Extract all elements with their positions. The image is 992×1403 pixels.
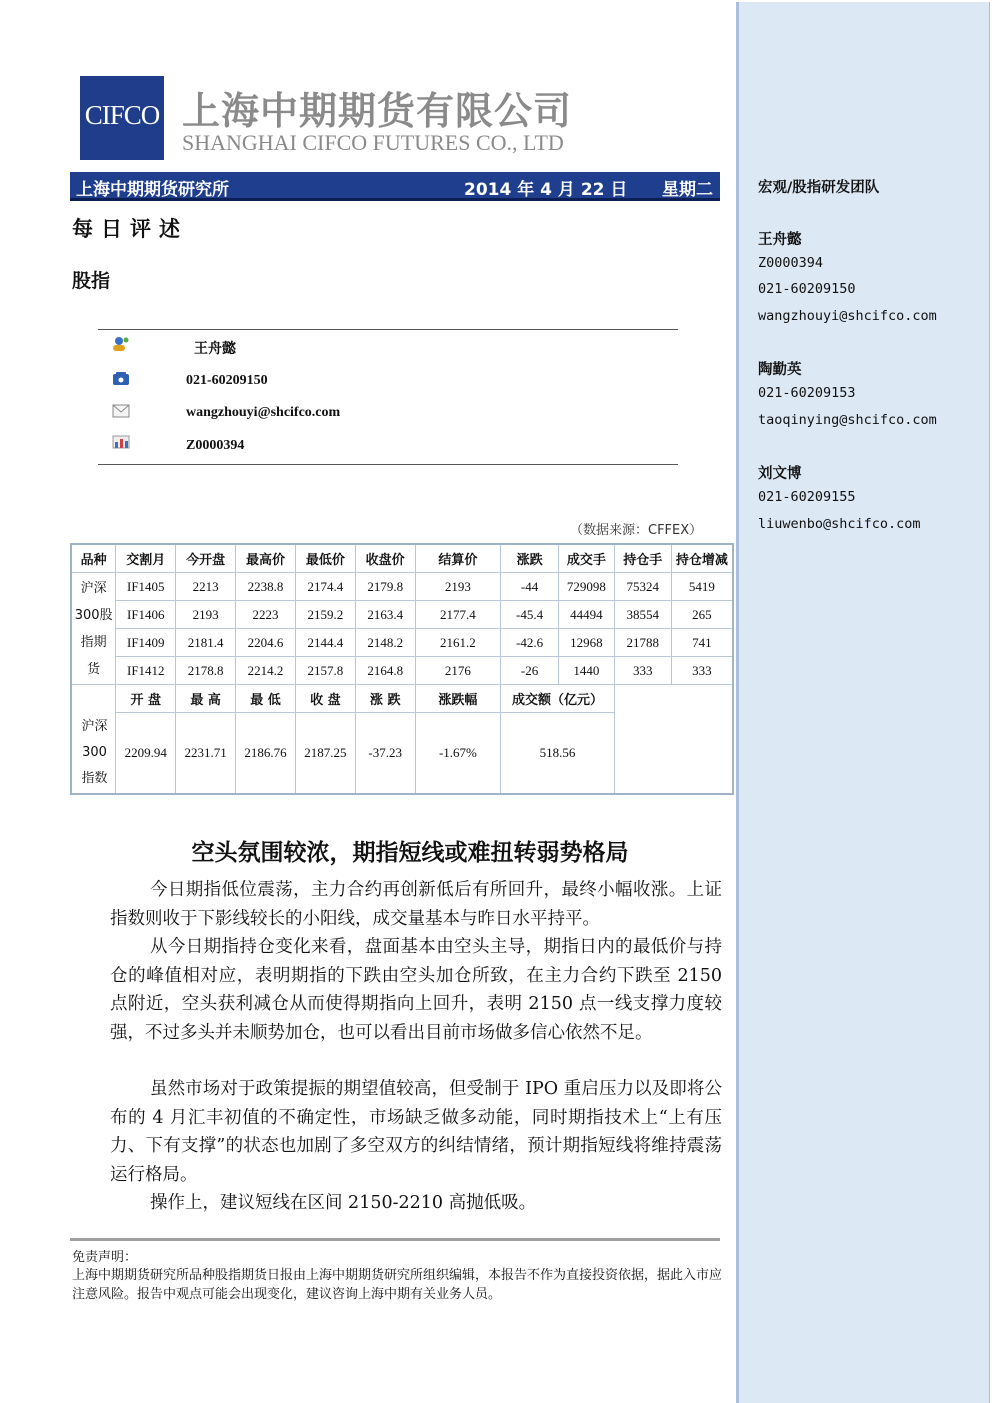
table-cell: 2223 (236, 601, 296, 629)
table-header-cell: 品种 (71, 544, 116, 573)
empty-cell (614, 685, 733, 795)
index-header-cell: 开 盘 (116, 685, 176, 713)
sidebar-member-phone: 021-60209150 (758, 281, 856, 297)
table-cell: 2174.4 (295, 573, 355, 601)
table-row (71, 657, 733, 685)
table-cell: -1.67% (415, 713, 501, 795)
category-label-line: 货 (87, 661, 101, 677)
table-cell: 2161.2 (415, 629, 501, 657)
table-cell: IF1405 (116, 573, 176, 601)
sidebar-member-email[interactable]: taoqinying@shcifco.com (758, 412, 937, 428)
article-title: 空头氛围较浓，期指短线或难扭转弱势格局 (191, 840, 629, 866)
mail-icon (112, 403, 130, 417)
table-cell: 1440 (558, 657, 614, 685)
table-header-cell: 结算价 (415, 544, 501, 573)
index-header-cell: 收 盘 (295, 685, 355, 713)
sidebar-member-email[interactable]: liuwenbo@shcifco.com (758, 516, 921, 532)
contact-phone: 021-60209150 (186, 373, 268, 388)
sidebar-member-email[interactable]: wangzhouyi@shcifco.com (758, 308, 937, 324)
sidebar-member-phone: 021-60209153 (758, 385, 856, 401)
index-label-line: 300 (82, 745, 107, 760)
table-cell: 2186.76 (236, 713, 296, 795)
table-cell: 729098 (558, 573, 614, 601)
sidebar-member-name: 王舟懿 (758, 232, 802, 248)
table-cell: 2179.8 (355, 573, 415, 601)
index-header-cell: 涨跌幅 (415, 685, 501, 713)
table-cell: -45.4 (501, 601, 559, 629)
table-cell: 2176 (415, 657, 501, 685)
index-label-line: 沪深 (81, 719, 108, 734)
report-weekday: 星期二 (662, 180, 713, 200)
phone-icon (112, 371, 130, 385)
article-paragraph: 虽然市场对于政策提振的期望值较高，但受制于 IPO 重启压力以及即将公布的 4 月汇丰初值的不确定性，市场缺乏做多动能，同时期指技术上“上有压力、下有支撑”的状态也加剧了多空双方的纠结情绪，预计期指短线将维持震荡运行格局。 (110, 1079, 722, 1185)
person-icon (112, 336, 130, 350)
table-cell: IF1412 (116, 657, 176, 685)
table-header-cell: 持仓增减 (671, 544, 733, 573)
table-cell: 333 (614, 657, 671, 685)
report-header-bar (70, 172, 720, 201)
table-cell: 2193 (415, 573, 501, 601)
table-cell: 38554 (614, 601, 671, 629)
table-cell: -44 (501, 573, 559, 601)
sidebar-member-phone: 021-60209155 (758, 489, 856, 505)
table-cell: 12968 (558, 629, 614, 657)
table-cell: 2177.4 (415, 601, 501, 629)
company-name-cn: 上海中期期货有限公司 (182, 89, 573, 133)
index-label-line: 指数 (81, 771, 108, 786)
table-header-cell: 最高价 (236, 544, 296, 573)
table-cell: -37.23 (355, 713, 415, 795)
table-header-cell: 今开盘 (176, 544, 236, 573)
table-row (71, 601, 733, 629)
table-header-row (71, 544, 733, 573)
category-cell (71, 573, 116, 685)
sub-title: 股指 (72, 270, 111, 292)
data-source-note: （数据来源：CFFEX） (570, 523, 703, 538)
sidebar-panel (736, 2, 990, 1403)
index-label (72, 714, 117, 792)
article-paragraph: 今日期指低位震荡，主力合约再创新低后有所回升，最终小幅收涨。上证指数则收于下影线较长的小阳线，成交量基本与昨日水平持平。 (110, 880, 722, 929)
sidebar-member-license: Z0000394 (758, 255, 824, 271)
chart-icon (112, 434, 130, 448)
table-cell: 2238.8 (236, 573, 296, 601)
table-header-cell: 持仓手 (614, 544, 671, 573)
report-date: 2014 年 4 月 22 日 (464, 180, 628, 200)
section-title: 每日评述 (72, 217, 188, 241)
company-name-en: SHANGHAI CIFCO FUTURES CO., LTD (182, 130, 564, 155)
table-cell: IF1409 (116, 629, 176, 657)
contact-name: 王舟懿 (194, 342, 236, 357)
disclaimer-title: 免责声明： (72, 1250, 138, 1265)
contact-email[interactable]: wangzhouyi@shcifco.com (186, 405, 341, 420)
category-label-line: 300股 (74, 607, 113, 623)
table-cell: 2159.2 (295, 601, 355, 629)
table-cell: 265 (671, 601, 733, 629)
table-header-cell: 最低价 (295, 544, 355, 573)
table-header-cell: 收盘价 (355, 544, 415, 573)
article-paragraph: 从今日期指持仓变化来看，盘面基本由空头主导，期指日内的最低价与持仓的峰值相对应，表明期指的下跌由空头加仓所致，在主力合约下跌至 2150 点附近，空头获利减仓从而使得期指向上回升，表明 2150 点一线支撑力度较强，不过多头并未顺势加仓，也可以看出目前市场做多信心依然不足。 (110, 937, 722, 1043)
table-cell: 2204.6 (236, 629, 296, 657)
table-cell: 2157.8 (295, 657, 355, 685)
index-header-cell: 成交额（亿元） (501, 685, 615, 713)
company-logo (80, 76, 164, 160)
table-cell: 75324 (614, 573, 671, 601)
footer-divider (70, 1238, 720, 1241)
institute-name: 上海中期期货研究所 (76, 180, 229, 200)
index-header-cell: 最 低 (236, 685, 296, 713)
sidebar-member-name: 陶勤英 (758, 362, 802, 378)
sidebar-member-name: 刘文博 (758, 466, 802, 482)
table-cell: 5419 (671, 573, 733, 601)
contact-license: Z0000394 (186, 438, 245, 453)
table-cell: 2148.2 (355, 629, 415, 657)
table-cell: 2193 (176, 601, 236, 629)
table-cell: 2187.25 (295, 713, 355, 795)
table-cell: 2164.8 (355, 657, 415, 685)
sidebar-team: 宏观/股指研发团队 (758, 180, 880, 196)
table-cell: 333 (671, 657, 733, 685)
table-cell: 2163.4 (355, 601, 415, 629)
table-header-cell: 交割月 (116, 544, 176, 573)
table-header-cell: 成交手 (558, 544, 614, 573)
logo-text: CIFCO (84, 100, 160, 130)
table-cell: 2178.8 (176, 657, 236, 685)
table-cell: 2144.4 (295, 629, 355, 657)
article-paragraph: 操作上，建议短线在区间 2150-2210 高抛低吸。 (150, 1193, 537, 1213)
index-header-cell: 涨 跌 (355, 685, 415, 713)
table-cell: IF1406 (116, 601, 176, 629)
analyst-contact-box (98, 329, 678, 465)
table-cell: 2209.94 (116, 713, 176, 795)
table-header-cell: 涨跌 (501, 544, 559, 573)
table-row (71, 573, 733, 601)
table-cell: -42.6 (501, 629, 559, 657)
table-cell: -26 (501, 657, 559, 685)
table-cell: 21788 (614, 629, 671, 657)
table-cell: 741 (671, 629, 733, 657)
table-row (71, 629, 733, 657)
table-cell: 2213 (176, 573, 236, 601)
category-label-line: 指期 (80, 634, 107, 650)
index-header-cell: 最 高 (176, 685, 236, 713)
table-cell: 2231.71 (176, 713, 236, 795)
index-header-row (71, 685, 733, 713)
disclaimer-body: 上海中期期货研究所品种股指期货日报由上海中期期货研究所组织编辑，本报告不作为直接投资依据，据此入市应注意风险。报告中观点可能会出现变化，建议咨询上海中期有关业务人员。 (72, 1268, 723, 1302)
table-cell: 518.56 (501, 713, 615, 795)
quote-table (70, 543, 734, 795)
table-cell: 2214.2 (236, 657, 296, 685)
category-label-line: 沪深 (80, 580, 107, 596)
table-cell: 2181.4 (176, 629, 236, 657)
table-cell: 44494 (558, 601, 614, 629)
